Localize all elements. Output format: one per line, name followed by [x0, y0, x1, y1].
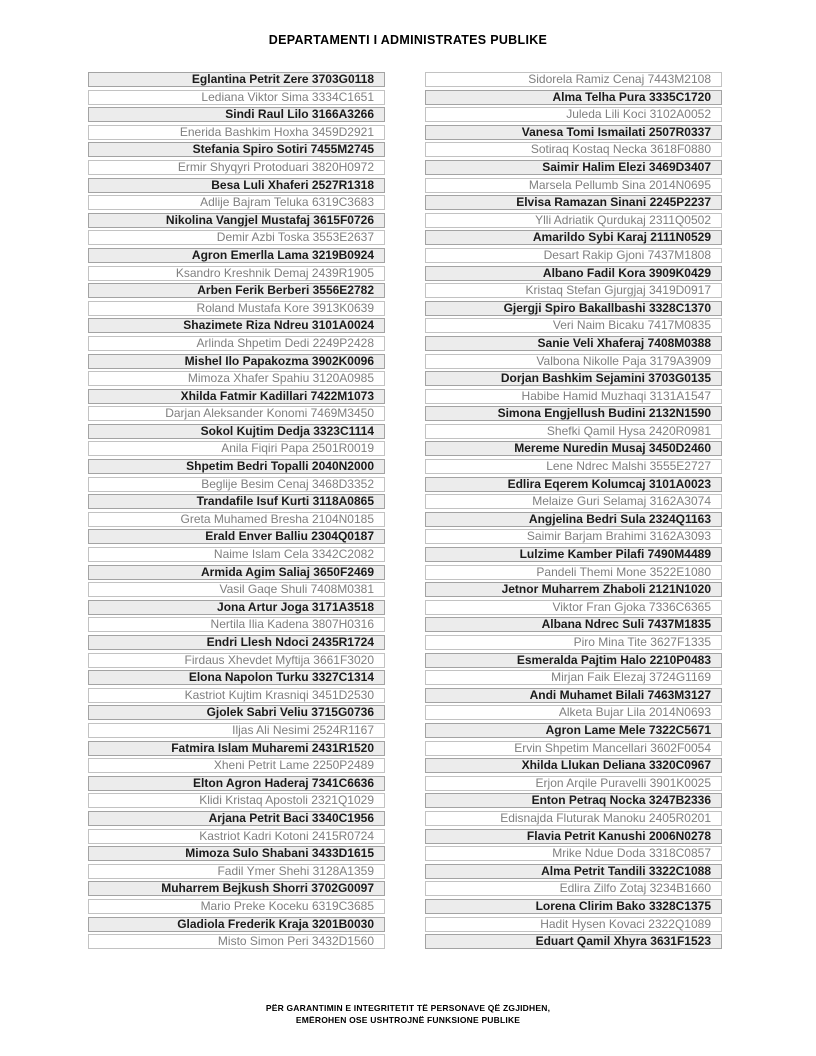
list-item: Flavia Petrit Kanushi 2006N0278: [425, 829, 722, 844]
list-item: Shazimete Riza Ndreu 3101A0024: [88, 318, 385, 333]
list-item: Lene Ndrec Malshi 3555E2727: [425, 459, 722, 474]
list-item: Ervin Shpetim Mancellari 3602F0054: [425, 741, 722, 756]
name-list-right-column: [425, 72, 722, 952]
list-item: Marsela Pellumb Sina 2014N0695: [425, 178, 722, 193]
list-item: Endri Llesh Ndoci 2435R1724: [88, 635, 385, 650]
list-item: Demir Azbi Toska 3553E2637: [88, 230, 385, 245]
list-item: Esmeralda Pajtim Halo 2210P0483: [425, 653, 722, 668]
list-item: Fadil Ymer Shehi 3128A1359: [88, 864, 385, 879]
list-item: Greta Muhamed Bresha 2104N0185: [88, 512, 385, 527]
list-item: Eduart Qamil Xhyra 3631F1523: [425, 934, 722, 949]
list-item: Roland Mustafa Kore 3913K0639: [88, 301, 385, 316]
list-item: Sokol Kujtim Dedja 3323C1114: [88, 424, 385, 439]
list-item: Lorena Clirim Bako 3328C1375: [425, 899, 722, 914]
list-item: Anila Fiqiri Papa 2501R0019: [88, 441, 385, 456]
list-item: Andi Muhamet Bilali 7463M3127: [425, 688, 722, 703]
list-item: Lulzime Kamber Pilafi 7490M4489: [425, 547, 722, 562]
list-item: Stefania Spiro Sotiri 7455M2745: [88, 142, 385, 157]
list-item: Klidi Kristaq Apostoli 2321Q1029: [88, 793, 385, 808]
page-footer: [0, 1002, 816, 1027]
list-item: Iljas Ali Nesimi 2524R1167: [88, 723, 385, 738]
list-item: Elvisa Ramazan Sinani 2245P2237: [425, 195, 722, 210]
list-item: Nertila Ilia Kadena 3807H0316: [88, 617, 385, 632]
list-item: Valbona Nikolle Paja 3179A3909: [425, 354, 722, 369]
list-item: Juleda Lili Koci 3102A0052: [425, 107, 722, 122]
list-item: Dorjan Bashkim Sejamini 3703G0135: [425, 371, 722, 386]
list-item: Firdaus Xhevdet Myftija 3661F3020: [88, 653, 385, 668]
list-item: Saimir Barjam Brahimi 3162A3093: [425, 529, 722, 544]
list-item: Sindi Raul Lilo 3166A3266: [88, 107, 385, 122]
list-item: Adlije Bajram Teluka 6319C3683: [88, 195, 385, 210]
list-item: Saimir Halim Elezi 3469D3407: [425, 160, 722, 175]
list-item: Erald Enver Balliu 2304Q0187: [88, 529, 385, 544]
list-item: Melaize Guri Selamaj 3162A3074: [425, 494, 722, 509]
list-item: Ksandro Kreshnik Demaj 2439R1905: [88, 266, 385, 281]
list-item: Elona Napolon Turku 3327C1314: [88, 670, 385, 685]
list-item: Darjan Aleksander Konomi 7469M3450: [88, 406, 385, 421]
list-item: Alma Telha Pura 3335C1720: [425, 90, 722, 105]
list-item: Albana Ndrec Suli 7437M1835: [425, 617, 722, 632]
name-list: [88, 72, 722, 952]
list-item: Besa Luli Xhaferi 2527R1318: [88, 178, 385, 193]
list-item: Mario Preke Koceku 6319C3685: [88, 899, 385, 914]
list-item: Nikolina Vangjel Mustafaj 3615F0726: [88, 213, 385, 228]
list-item: Xhilda Llukan Deliana 3320C0967: [425, 758, 722, 773]
list-item: Amarildo Sybi Karaj 2111N0529: [425, 230, 722, 245]
list-item: Gjergji Spiro Bakallbashi 3328C1370: [425, 301, 722, 316]
list-item: Kastriot Kadri Kotoni 2415R0724: [88, 829, 385, 844]
list-item: Sanie Veli Xhaferaj 7408M0388: [425, 336, 722, 351]
list-item: Fatmira Islam Muharemi 2431R1520: [88, 741, 385, 756]
list-item: Gjolek Sabri Veliu 3715G0736: [88, 705, 385, 720]
list-item: Jetnor Muharrem Zhaboli 2121N1020: [425, 582, 722, 597]
list-item: Edlira Zilfo Zotaj 3234B1660: [425, 881, 722, 896]
list-item: Kastriot Kujtim Krasniqi 3451D2530: [88, 688, 385, 703]
list-item: Mirjan Faik Elezaj 3724G1169: [425, 670, 722, 685]
list-item: Enton Petraq Nocka 3247B2336: [425, 793, 722, 808]
list-item: Shpetim Bedri Topalli 2040N2000: [88, 459, 385, 474]
list-item: Lediana Viktor Sima 3334C1651: [88, 90, 385, 105]
list-item: Habibe Hamid Muzhaqi 3131A1547: [425, 389, 722, 404]
list-item: Edlira Eqerem Kolumcaj 3101A0023: [425, 477, 722, 492]
list-item: Eglantina Petrit Zere 3703G0118: [88, 72, 385, 87]
footer-line-2: EMËROHEN OSE USHTROJNË FUNKSIONE PUBLIKE: [295, 1015, 521, 1026]
list-item: Vanesa Tomi Ismailati 2507R0337: [425, 125, 722, 140]
list-item: Trandafile Isuf Kurti 3118A0865: [88, 494, 385, 509]
list-item: Mrike Ndue Doda 3318C0857: [425, 846, 722, 861]
list-item: Misto Simon Peri 3432D1560: [88, 934, 385, 949]
list-item: Ylli Adriatik Qurdukaj 2311Q0502: [425, 213, 722, 228]
name-list-left-column: [88, 72, 385, 952]
list-item: Xhilda Fatmir Kadillari 7422M1073: [88, 389, 385, 404]
list-item: Alketa Bujar Lila 2014N0693: [425, 705, 722, 720]
list-item: Simona Engjellush Budini 2132N1590: [425, 406, 722, 421]
list-item: Sidorela Ramiz Cenaj 7443M2108: [425, 72, 722, 87]
footer-line-1: PËR GARANTIMIN E INTEGRITETIT TË PERSONAVE QË ZGJIDHEN,: [265, 1002, 551, 1013]
list-item: Ermir Shyqyri Protoduari 3820H0972: [88, 160, 385, 175]
list-item: Elton Agron Haderaj 7341C6636: [88, 776, 385, 791]
list-item: Erjon Arqile Puravelli 3901K0025: [425, 776, 722, 791]
list-item: Vasil Gaqe Shuli 7408M0381: [88, 582, 385, 597]
list-item: Mimoza Sulo Shabani 3433D1615: [88, 846, 385, 861]
list-item: Pandeli Themi Mone 3522E1080: [425, 565, 722, 580]
list-item: Enerida Bashkim Hoxha 3459D2921: [88, 125, 385, 140]
list-item: Viktor Fran Gjoka 7336C6365: [425, 600, 722, 615]
list-item: Xheni Petrit Lame 2250P2489: [88, 758, 385, 773]
list-item: Sotiraq Kostaq Necka 3618F0880: [425, 142, 722, 157]
list-item: Piro Mina Tite 3627F1335: [425, 635, 722, 650]
list-item: Veri Naim Bicaku 7417M0835: [425, 318, 722, 333]
list-item: Agron Emerlla Lama 3219B0924: [88, 248, 385, 263]
list-item: Albano Fadil Kora 3909K0429: [425, 266, 722, 281]
list-item: Gladiola Frederik Kraja 3201B0030: [88, 917, 385, 932]
list-item: Arjana Petrit Baci 3340C1956: [88, 811, 385, 826]
list-item: Mimoza Xhafer Spahiu 3120A0985: [88, 371, 385, 386]
list-item: Naime Islam Cela 3342C2082: [88, 547, 385, 562]
list-item: Edisnajda Fluturak Manoku 2405R0201: [425, 811, 722, 826]
list-item: Alma Petrit Tandili 3322C1088: [425, 864, 722, 879]
list-item: Hadit Hysen Kovaci 2322Q1089: [425, 917, 722, 932]
list-item: Arlinda Shpetim Dedi 2249P2428: [88, 336, 385, 351]
page-title: DEPARTAMENTI I ADMINISTRATES PUBLIKE: [268, 33, 548, 47]
list-item: Shefki Qamil Hysa 2420R0981: [425, 424, 722, 439]
list-item: Desart Rakip Gjoni 7437M1808: [425, 248, 722, 263]
list-item: Arben Ferik Berberi 3556E2782: [88, 283, 385, 298]
list-item: Angjelina Bedri Sula 2324Q1163: [425, 512, 722, 527]
list-item: Armida Agim Saliaj 3650F2469: [88, 565, 385, 580]
list-item: Mishel Ilo Papakozma 3902K0096: [88, 354, 385, 369]
list-item: Muharrem Bejkush Shorri 3702G0097: [88, 881, 385, 896]
list-item: Kristaq Stefan Gjurgjaj 3419D0917: [425, 283, 722, 298]
list-item: Beglije Besim Cenaj 3468D3352: [88, 477, 385, 492]
list-item: Mereme Nuredin Musaj 3450D2460: [425, 441, 722, 456]
list-item: Agron Lame Mele 7322C5671: [425, 723, 722, 738]
list-item: Jona Artur Joga 3171A3518: [88, 600, 385, 615]
